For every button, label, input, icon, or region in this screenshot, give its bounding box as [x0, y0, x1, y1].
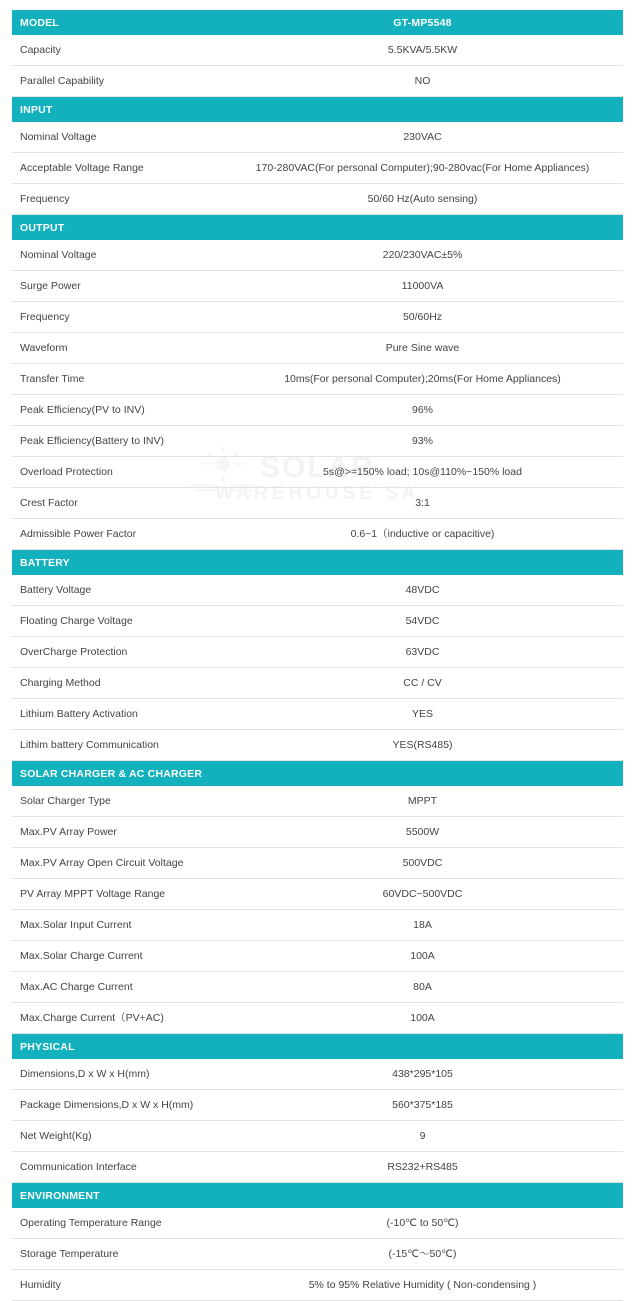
- row-value: MPPT: [222, 786, 623, 817]
- section-title-value: [222, 215, 623, 241]
- table-row: [12, 66, 623, 97]
- row-label: Battery Voltage: [12, 575, 222, 606]
- table-row: [12, 786, 623, 817]
- row-label: Humidity: [12, 1270, 222, 1301]
- section-title: OUTPUT: [12, 215, 222, 241]
- row-value: 50/60 Hz(Auto sensing): [222, 184, 623, 215]
- row-label: Peak Efficiency(PV to INV): [12, 395, 222, 426]
- row-label: Communication Interface: [12, 1152, 222, 1183]
- row-value: 50/60Hz: [222, 302, 623, 333]
- section-header-row: [12, 10, 623, 35]
- table-row: [12, 637, 623, 668]
- row-label: Package Dimensions,D x W x H(mm): [12, 1090, 222, 1121]
- row-value: 230VAC: [222, 122, 623, 153]
- row-value: (-15℃～50℃): [222, 1239, 623, 1270]
- table-row: [12, 35, 623, 66]
- table-row: [12, 1152, 623, 1183]
- section-title-value: [222, 761, 623, 787]
- row-value: YES(RS485): [222, 730, 623, 761]
- table-row: [12, 153, 623, 184]
- table-row: [12, 457, 623, 488]
- section-title: SOLAR CHARGER & AC CHARGER: [12, 761, 222, 787]
- table-row: [12, 910, 623, 941]
- row-label: Waveform: [12, 333, 222, 364]
- row-label: Max.Solar Input Current: [12, 910, 222, 941]
- watermark-line-1: SOLAR: [260, 451, 375, 484]
- table-row: [12, 184, 623, 215]
- row-label: Operating Temperature Range: [12, 1208, 222, 1239]
- row-label: Parallel Capability: [12, 66, 222, 97]
- section-header-row: [12, 1183, 623, 1209]
- row-value: 18A: [222, 910, 623, 941]
- section-title-value: [222, 97, 623, 123]
- row-label: Frequency: [12, 302, 222, 333]
- table-row: [12, 972, 623, 1003]
- row-value: 96%: [222, 395, 623, 426]
- section-header-row: [12, 97, 623, 123]
- table-row: [12, 364, 623, 395]
- section-title: MODEL: [12, 10, 222, 35]
- row-label: Frequency: [12, 184, 222, 215]
- table-row: [12, 941, 623, 972]
- row-value: 63VDC: [222, 637, 623, 668]
- row-label: Net Weight(Kg): [12, 1121, 222, 1152]
- section-title-value: [222, 550, 623, 576]
- row-value: RS232+RS485: [222, 1152, 623, 1183]
- row-label: Max.PV Array Power: [12, 817, 222, 848]
- table-row: [12, 1208, 623, 1239]
- section-header-row: [12, 1034, 623, 1060]
- row-label: Max.Solar Charge Current: [12, 941, 222, 972]
- row-label: Dimensions,D x W x H(mm): [12, 1059, 222, 1090]
- row-label: Solar Charger Type: [12, 786, 222, 817]
- row-value: 500VDC: [222, 848, 623, 879]
- row-label: Transfer Time: [12, 364, 222, 395]
- row-value: 48VDC: [222, 575, 623, 606]
- row-label: Charging Method: [12, 668, 222, 699]
- row-value: 5s@>=150% load; 10s@110%~150% load: [222, 457, 623, 488]
- row-value: 5% to 95% Relative Humidity ( Non-condensing ): [222, 1270, 623, 1301]
- table-row: [12, 606, 623, 637]
- table-row: [12, 302, 623, 333]
- table-row: [12, 699, 623, 730]
- specification-table: [12, 10, 623, 1301]
- table-row: [12, 426, 623, 457]
- section-header-row: [12, 550, 623, 576]
- row-label: Peak Efficiency(Battery to INV): [12, 426, 222, 457]
- watermark-line-2: WAREHOUSE SA: [215, 482, 420, 504]
- section-header-row: [12, 215, 623, 241]
- row-label: PV Array MPPT Voltage Range: [12, 879, 222, 910]
- row-value: 9: [222, 1121, 623, 1152]
- row-value: 438*295*105: [222, 1059, 623, 1090]
- table-row: [12, 879, 623, 910]
- row-label: Surge Power: [12, 271, 222, 302]
- row-value: 11000VA: [222, 271, 623, 302]
- table-row: [12, 488, 623, 519]
- table-row: [12, 1090, 623, 1121]
- section-title: BATTERY: [12, 550, 222, 576]
- row-label: Nominal Voltage: [12, 122, 222, 153]
- row-value: 80A: [222, 972, 623, 1003]
- row-value: 560*375*185: [222, 1090, 623, 1121]
- row-value: Pure Sine wave: [222, 333, 623, 364]
- row-label: Max.Charge Current（PV+AC): [12, 1003, 222, 1034]
- table-row: [12, 333, 623, 364]
- row-label: Crest Factor: [12, 488, 222, 519]
- row-label: Floating Charge Voltage: [12, 606, 222, 637]
- row-label: Acceptable Voltage Range: [12, 153, 222, 184]
- row-label: Max.PV Array Open Circuit Voltage: [12, 848, 222, 879]
- table-row: [12, 240, 623, 271]
- row-value: 5500W: [222, 817, 623, 848]
- row-value: 60VDC~500VDC: [222, 879, 623, 910]
- table-row: [12, 271, 623, 302]
- row-value: 100A: [222, 1003, 623, 1034]
- row-value: CC / CV: [222, 668, 623, 699]
- row-label: OverCharge Protection: [12, 637, 222, 668]
- row-label: Max.AC Charge Current: [12, 972, 222, 1003]
- table-row: [12, 730, 623, 761]
- row-value: 0.6~1（inductive or capacitive): [222, 519, 623, 550]
- row-value: 5.5KVA/5.5KW: [222, 35, 623, 66]
- row-label: Nominal Voltage: [12, 240, 222, 271]
- section-title-value: [222, 1034, 623, 1060]
- table-row: [12, 395, 623, 426]
- row-label: Capacity: [12, 35, 222, 66]
- section-title: INPUT: [12, 97, 222, 123]
- row-value: 100A: [222, 941, 623, 972]
- table-row: [12, 1059, 623, 1090]
- table-row: [12, 575, 623, 606]
- section-header-row: [12, 761, 623, 787]
- table-row: [12, 1121, 623, 1152]
- row-value: 93%: [222, 426, 623, 457]
- row-label: Lithim battery Communication: [12, 730, 222, 761]
- section-title-value: GT-MP5548: [222, 10, 623, 35]
- row-value: (-10℃ to 50℃): [222, 1208, 623, 1239]
- table-row: [12, 122, 623, 153]
- section-title-value: [222, 1183, 623, 1209]
- row-value: 54VDC: [222, 606, 623, 637]
- row-value: 220/230VAC±5%: [222, 240, 623, 271]
- section-title: PHYSICAL: [12, 1034, 222, 1060]
- table-row: [12, 1003, 623, 1034]
- row-label: Lithium Battery Activation: [12, 699, 222, 730]
- row-label: Storage Temperature: [12, 1239, 222, 1270]
- table-row: [12, 1270, 623, 1301]
- row-label: Overload Protection: [12, 457, 222, 488]
- table-row: [12, 817, 623, 848]
- row-value: 3:1: [222, 488, 623, 519]
- table-row: [12, 848, 623, 879]
- row-value: YES: [222, 699, 623, 730]
- table-row: [12, 519, 623, 550]
- row-value: 10ms(For personal Computer);20ms(For Home Appliances): [222, 364, 623, 395]
- section-title: ENVIRONMENT: [12, 1183, 222, 1209]
- table-row: [12, 1239, 623, 1270]
- row-label: Admissible Power Factor: [12, 519, 222, 550]
- row-value: 170-280VAC(For personal Computer);90-280vac(For Home Appliances): [222, 153, 623, 184]
- row-value: NO: [222, 66, 623, 97]
- table-row: [12, 668, 623, 699]
